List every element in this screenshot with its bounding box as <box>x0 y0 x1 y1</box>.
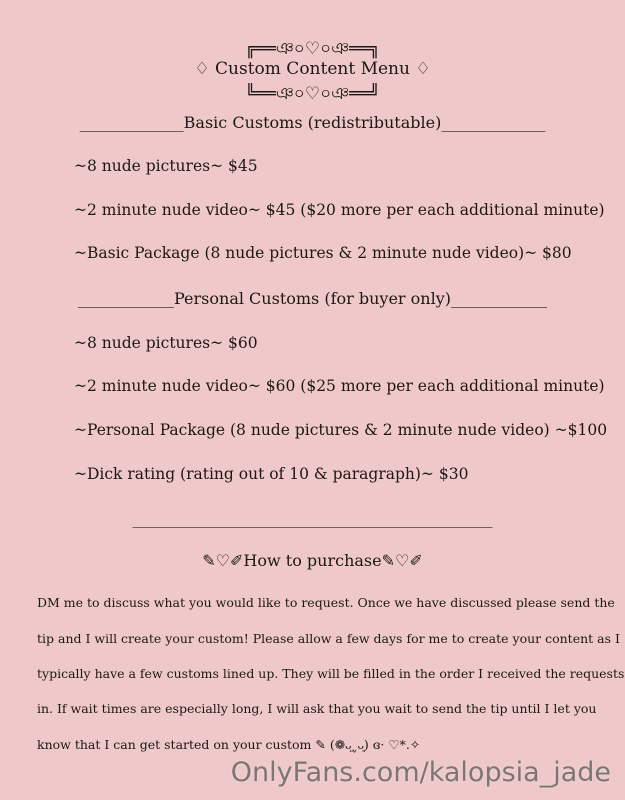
purchase-line-4: in. If wait times are especially long, I will ask that you wait to send the tip until I let you <box>37 701 597 716</box>
personal-item-pictures: ~8 nude pictures~ $60 <box>74 334 258 352</box>
basic-item-pictures: ~8 nude pictures~ $45 <box>74 157 258 175</box>
personal-item-video: ~2 minute nude video~ $60 ($25 more per each additional minute) <box>74 377 605 395</box>
page-title: ♢ Custom Content Menu ♢ <box>194 59 431 79</box>
purchase-line-1: DM me to discuss what you would like to request. Once we have discussed please send the <box>37 595 615 610</box>
personal-item-package: ~Personal Package (8 nude pictures & 2 minute nude video) ~$100 <box>74 421 608 439</box>
purchase-line-2: tip and I will create your custom! Please allow a few days for me to create your content as I <box>37 631 620 646</box>
personal-customs-heading: ____________Personal Customs (for buyer only)____________ <box>78 289 547 308</box>
decorative-bottom-frame: ╚══ঞ০♡০ঞ══╝ <box>245 84 380 104</box>
personal-item-rating: ~Dick rating (rating out of 10 & paragraph)~ $30 <box>74 465 469 483</box>
purchase-line-3: typically have a few customs lined up. They will be filled in the order I received the requests <box>37 666 625 681</box>
basic-customs-heading: _____________Basic Customs (redistributable)_____________ <box>79 113 546 132</box>
watermark: OnlyFans.com/kalopsia_jade <box>230 757 611 788</box>
basic-item-package: ~Basic Package (8 nude pictures & 2 minute nude video)~ $80 <box>74 244 572 262</box>
purchase-line-5: know that I can get started on your custom ✎ (❁ᴗ͈ˬᴗ͈) ɞ· ♡*.✧ <box>37 737 421 752</box>
basic-item-video: ~2 minute nude video~ $45 ($20 more per each additional minute) <box>74 201 605 219</box>
decorative-top-frame: ╔══ঞ০♡০ঞ══╗ <box>245 39 380 59</box>
section-divider: ________________________________________________ <box>132 510 493 528</box>
how-to-purchase-heading: ✎♡✐How to purchase✎♡✐ <box>202 551 423 570</box>
